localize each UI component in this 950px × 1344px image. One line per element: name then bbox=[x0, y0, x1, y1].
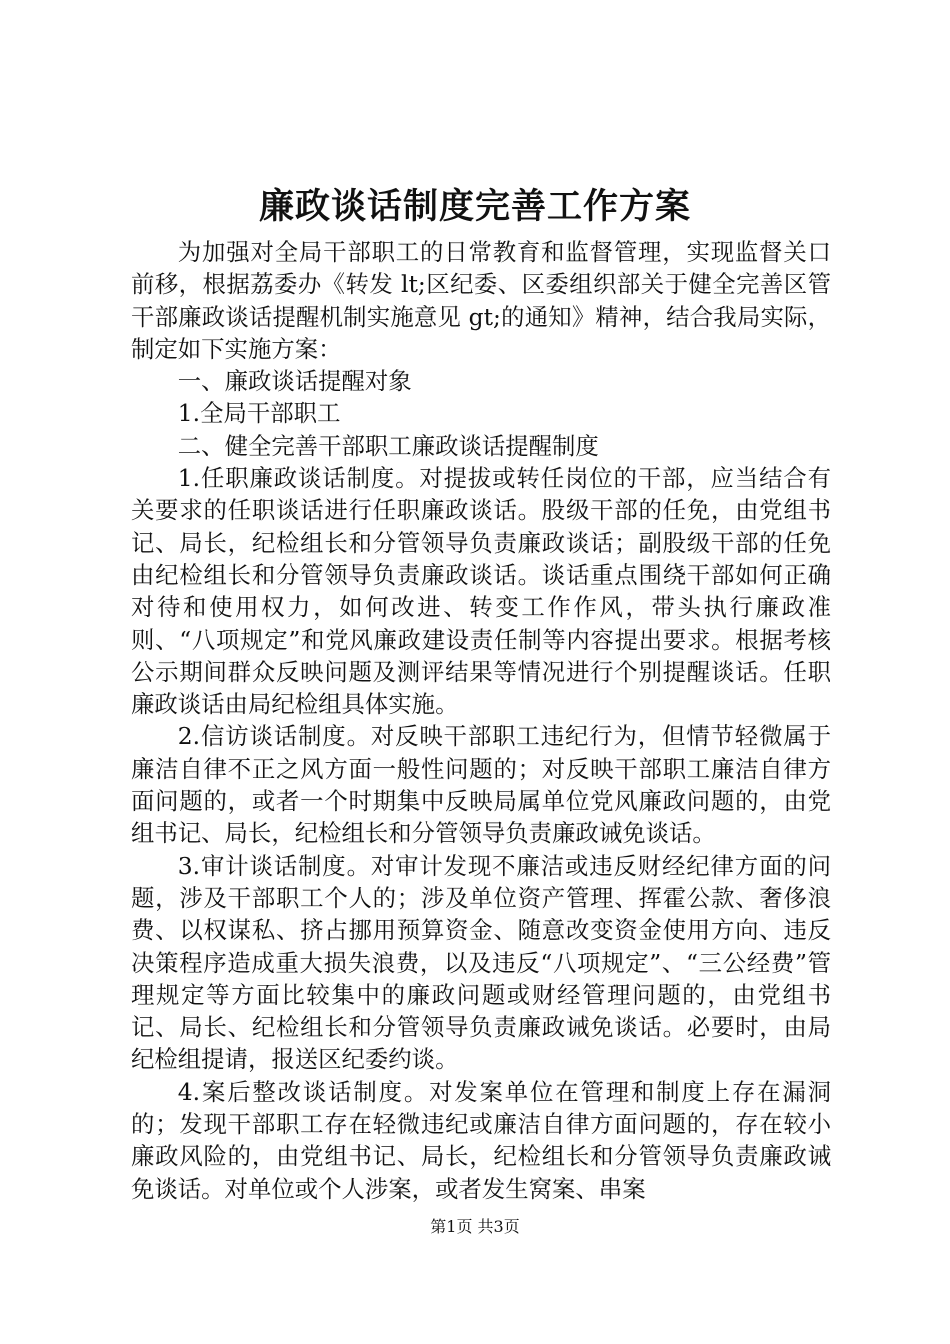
page-number-footer: 第1页 共3页 bbox=[430, 1217, 520, 1236]
body-paragraph: 3.审计谈话制度。对审计发现不廉洁或违反财经纪律方面的问题，涉及干部职工个人的；涉及单位资产管理、挥霍公款、奢侈浪费、以权谋私、挤占挪用预算资金、随意改变资金使用方向、违反决策程序造成重大损失浪费，以及违反“八项规定”、“三公经费”管理规定等方面比较集中的廉政问题或财经管理问题的，由党组书记、局长、纪检组长和分管领导负责廉政诫免谈话。必要时，由局纪检组提请，报送区纪委约谈。 bbox=[131, 851, 831, 1074]
intro-paragraph: 为加强对全局干部职工的日常教育和监督管理，实现监督关口前移，根据荔委办《转发 lt;区纪委、区委组织部关于健全完善区管干部廉政谈话提醒机制实施意见 gt;的通知》精神，结合我局实际，制定如下实施方案： bbox=[131, 238, 831, 363]
document-title: 廉政谈话制度完善工作方案 bbox=[258, 186, 691, 227]
section-item: 1.全局干部职工 bbox=[177, 399, 341, 428]
body-paragraph: 2.信访谈话制度。对反映干部职工违纪行为，但情节轻微属于廉洁自律不正之风方面一般性问题的；对反映干部职工廉洁自律方面问题的，或者一个时期集中反映局属单位党风廉政问题的，由党组书记、局长，纪检组长和分管领导负责廉政诫免谈话。 bbox=[131, 722, 831, 848]
section-heading-1: 一、廉政谈话提醒对象 bbox=[177, 367, 412, 396]
body-paragraph: 1.任职廉政谈话制度。对提拔或转任岗位的干部，应当结合有关要求的任职谈话进行任职廉政谈话。股级干部的任免，由党组书记、局长，纪检组长和分管领导负责廉政谈话；副股级干部的任免由纪检组长和分管领导负责廉政谈话。谈话重点围绕干部如何正确对待和使用权力，如何改进、转变工作作风，带头执行廉政准则、“八项规定”和党风廉政建设责任制等内容提出要求。根据考核公示期间群众反映问题及测评结果等情况进行个别提醒谈话。任职廉政谈话由局纪检组具体实施。 bbox=[131, 464, 831, 719]
body-paragraph: 4.案后整改谈话制度。对发案单位在管理和制度上存在漏洞的；发现干部职工存在轻微违纪或廉洁自律方面问题的，存在较小廉政风险的，由党组书记、局长，纪检组长和分管领导负责廉政诫免谈话。对单位或个人涉案，或者发生窝案、串案 bbox=[131, 1077, 831, 1203]
document-body bbox=[131, 236, 831, 1205]
section-heading-2: 二、健全完善干部职工廉政谈话提醒制度 bbox=[177, 431, 599, 460]
